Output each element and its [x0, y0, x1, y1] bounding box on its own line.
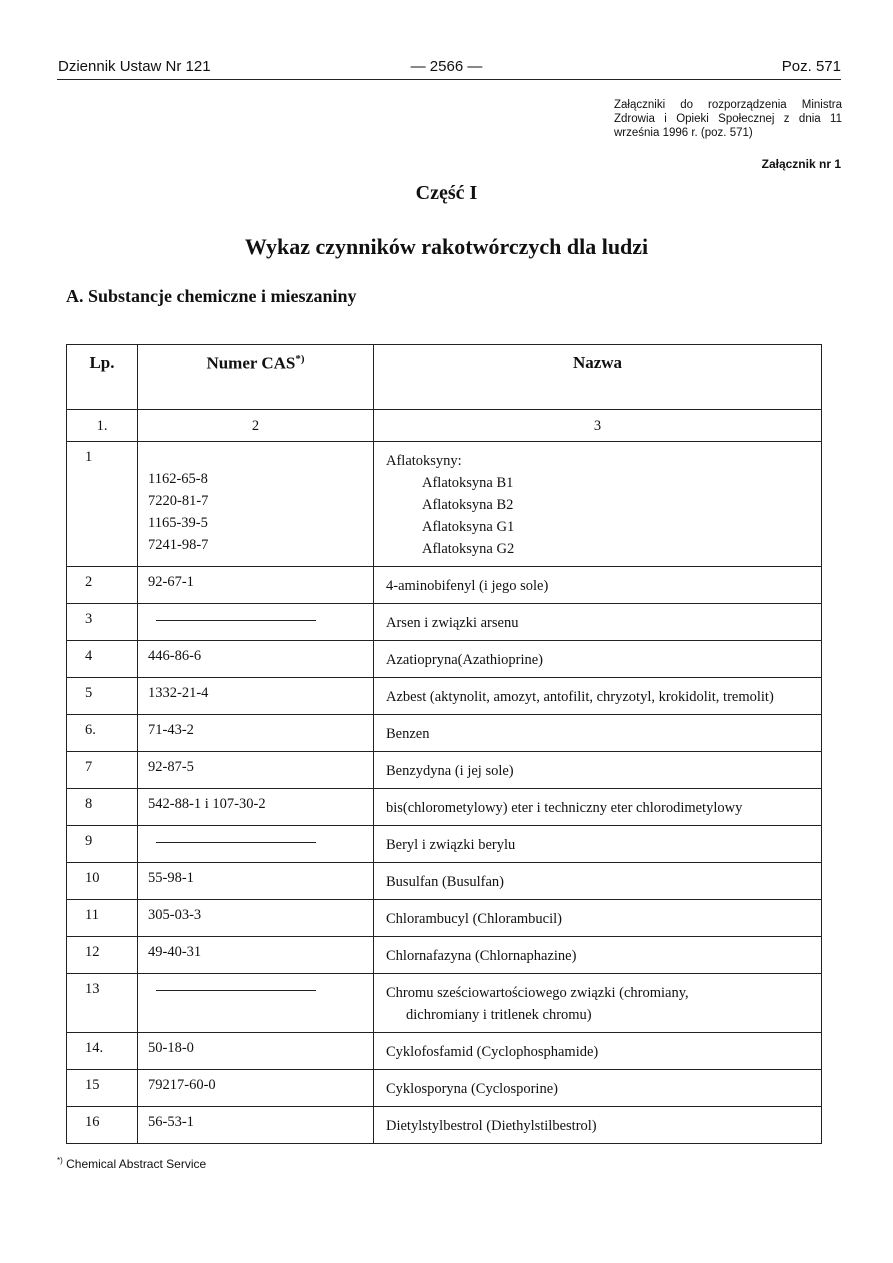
table-row [67, 900, 822, 937]
header-cas-footnote-mark: *) [295, 353, 305, 365]
footnote [57, 1156, 206, 1171]
row-name: Chlorambucyl (Chlorambucil) [374, 900, 822, 937]
table-row [67, 752, 822, 789]
header-cas [138, 345, 374, 410]
row-lp: 1 [67, 442, 138, 567]
row-name: Cyklosporyna (Cyclosporine) [374, 1070, 822, 1107]
row-lp: 5 [67, 678, 138, 715]
table-header-row [67, 345, 822, 410]
row-cas: 1332-21-4 [138, 678, 374, 715]
substance-name: Aflatoksyna B2 [422, 497, 514, 513]
row-name: Cyklofosfamid (Cyclophosphamide) [374, 1033, 822, 1070]
row-cas [138, 826, 374, 863]
row-lp: 11 [67, 900, 138, 937]
row-lp: 2 [67, 567, 138, 604]
row-name: Busulfan (Busulfan) [374, 863, 822, 900]
section-title: A. Substancje chemiczne i mieszaniny [66, 286, 357, 306]
cas-number: 1165-39-5 [148, 515, 208, 531]
row-cas: 92-67-1 [138, 567, 374, 604]
table-row [67, 789, 822, 826]
row-cas: 542-88-1 i 107-30-2 [138, 789, 374, 826]
table-row [67, 567, 822, 604]
column-number: 3 [374, 410, 822, 442]
row-cas [138, 604, 374, 641]
row-lp: 14. [67, 1033, 138, 1070]
row-cas: 446-86-6 [138, 641, 374, 678]
row-lp: 8 [67, 789, 138, 826]
position-number: Poz. 571 [781, 58, 841, 75]
column-number: 2 [138, 410, 374, 442]
table-row [67, 678, 822, 715]
row-name: bis(chlorometylowy) eter i techniczny eter chlorodimetylowy [374, 789, 822, 826]
substance-name: Chromu sześciowartościowego związki (chromiany, [386, 985, 689, 1001]
table-row [67, 641, 822, 678]
row-lp: 13 [67, 974, 138, 1033]
row-name [374, 974, 822, 1033]
substance-name: Aflatoksyna B1 [422, 475, 514, 491]
row-lp: 7 [67, 752, 138, 789]
row-name [374, 442, 822, 567]
empty-cas-dash [156, 842, 316, 843]
substance-name: Aflatoksyna G2 [422, 541, 515, 557]
table-row [67, 442, 822, 567]
row-cas: 56-53-1 [138, 1107, 374, 1144]
carcinogens-table [66, 344, 822, 1144]
row-name: Azatiopryna(Azathioprine) [374, 641, 822, 678]
table-row [67, 863, 822, 900]
row-name: 4-aminobifenyl (i jego sole) [374, 567, 822, 604]
cas-number: 7241-98-7 [148, 537, 209, 553]
table-row [67, 1107, 822, 1144]
footnote-mark: *) [57, 1156, 63, 1165]
row-lp: 3 [67, 604, 138, 641]
row-lp: 12 [67, 937, 138, 974]
row-lp: 9 [67, 826, 138, 863]
row-cas: 50-18-0 [138, 1033, 374, 1070]
header-name: Nazwa [374, 345, 822, 410]
row-name: Dietylstylbestrol (Diethylstilbestrol) [374, 1107, 822, 1144]
footnote-text: Chemical Abstract Service [62, 1157, 207, 1171]
table-row [67, 1070, 822, 1107]
column-number: 1. [67, 410, 138, 442]
row-lp: 16 [67, 1107, 138, 1144]
cas-number: 7220-81-7 [148, 493, 209, 509]
table-row [67, 937, 822, 974]
row-name: Chlornafazyna (Chlornaphazine) [374, 937, 822, 974]
row-cas: 55-98-1 [138, 863, 374, 900]
table-row [67, 1033, 822, 1070]
table-row [67, 974, 822, 1033]
header-rule [57, 79, 841, 80]
table-row [67, 715, 822, 752]
row-cas: 305-03-3 [138, 900, 374, 937]
row-cas [138, 974, 374, 1033]
row-lp: 15 [67, 1070, 138, 1107]
row-cas: 71-43-2 [138, 715, 374, 752]
attachment-note: Załączniki do rozporządzenia Ministra Zdrowia i Opieki Społecznej z dnia 11 września 1996 r. (poz. 571) [614, 99, 842, 139]
cas-number: 1162-65-8 [148, 471, 208, 487]
header-lp: Lp. [67, 345, 138, 410]
row-lp: 4 [67, 641, 138, 678]
empty-cas-dash [156, 620, 316, 621]
substance-name-continued: dichromiany i tritlenek chromu) [406, 1007, 592, 1023]
empty-cas-dash [156, 990, 316, 991]
row-cas: 49-40-31 [138, 937, 374, 974]
row-cas: 79217-60-0 [138, 1070, 374, 1107]
page-number: — 2566 — [410, 58, 483, 75]
group-name: Aflatoksyny: [386, 453, 462, 469]
row-name: Benzen [374, 715, 822, 752]
header-cas-label: Numer CAS [206, 353, 296, 373]
journal-name: Dziennik Ustaw Nr 121 [58, 58, 211, 75]
table-row [67, 826, 822, 863]
row-lp: 6. [67, 715, 138, 752]
row-lp: 10 [67, 863, 138, 900]
row-name: Benzydyna (i jej sole) [374, 752, 822, 789]
substance-name: Aflatoksyna G1 [422, 519, 515, 535]
row-name: Beryl i związki berylu [374, 826, 822, 863]
column-number-row [67, 410, 822, 442]
row-cas: 92-87-5 [138, 752, 374, 789]
row-name: Azbest (aktynolit, amozyt, antofilit, chryzotyl, krokidolit, tremolit) [374, 678, 822, 715]
part-title: Część I [415, 182, 478, 204]
main-title: Wykaz czynników rakotwórczych dla ludzi [244, 234, 649, 259]
row-name: Arsen i związki arsenu [374, 604, 822, 641]
row-cas [138, 442, 374, 567]
attachment-number: Załącznik nr 1 [761, 157, 841, 171]
table-row [67, 604, 822, 641]
